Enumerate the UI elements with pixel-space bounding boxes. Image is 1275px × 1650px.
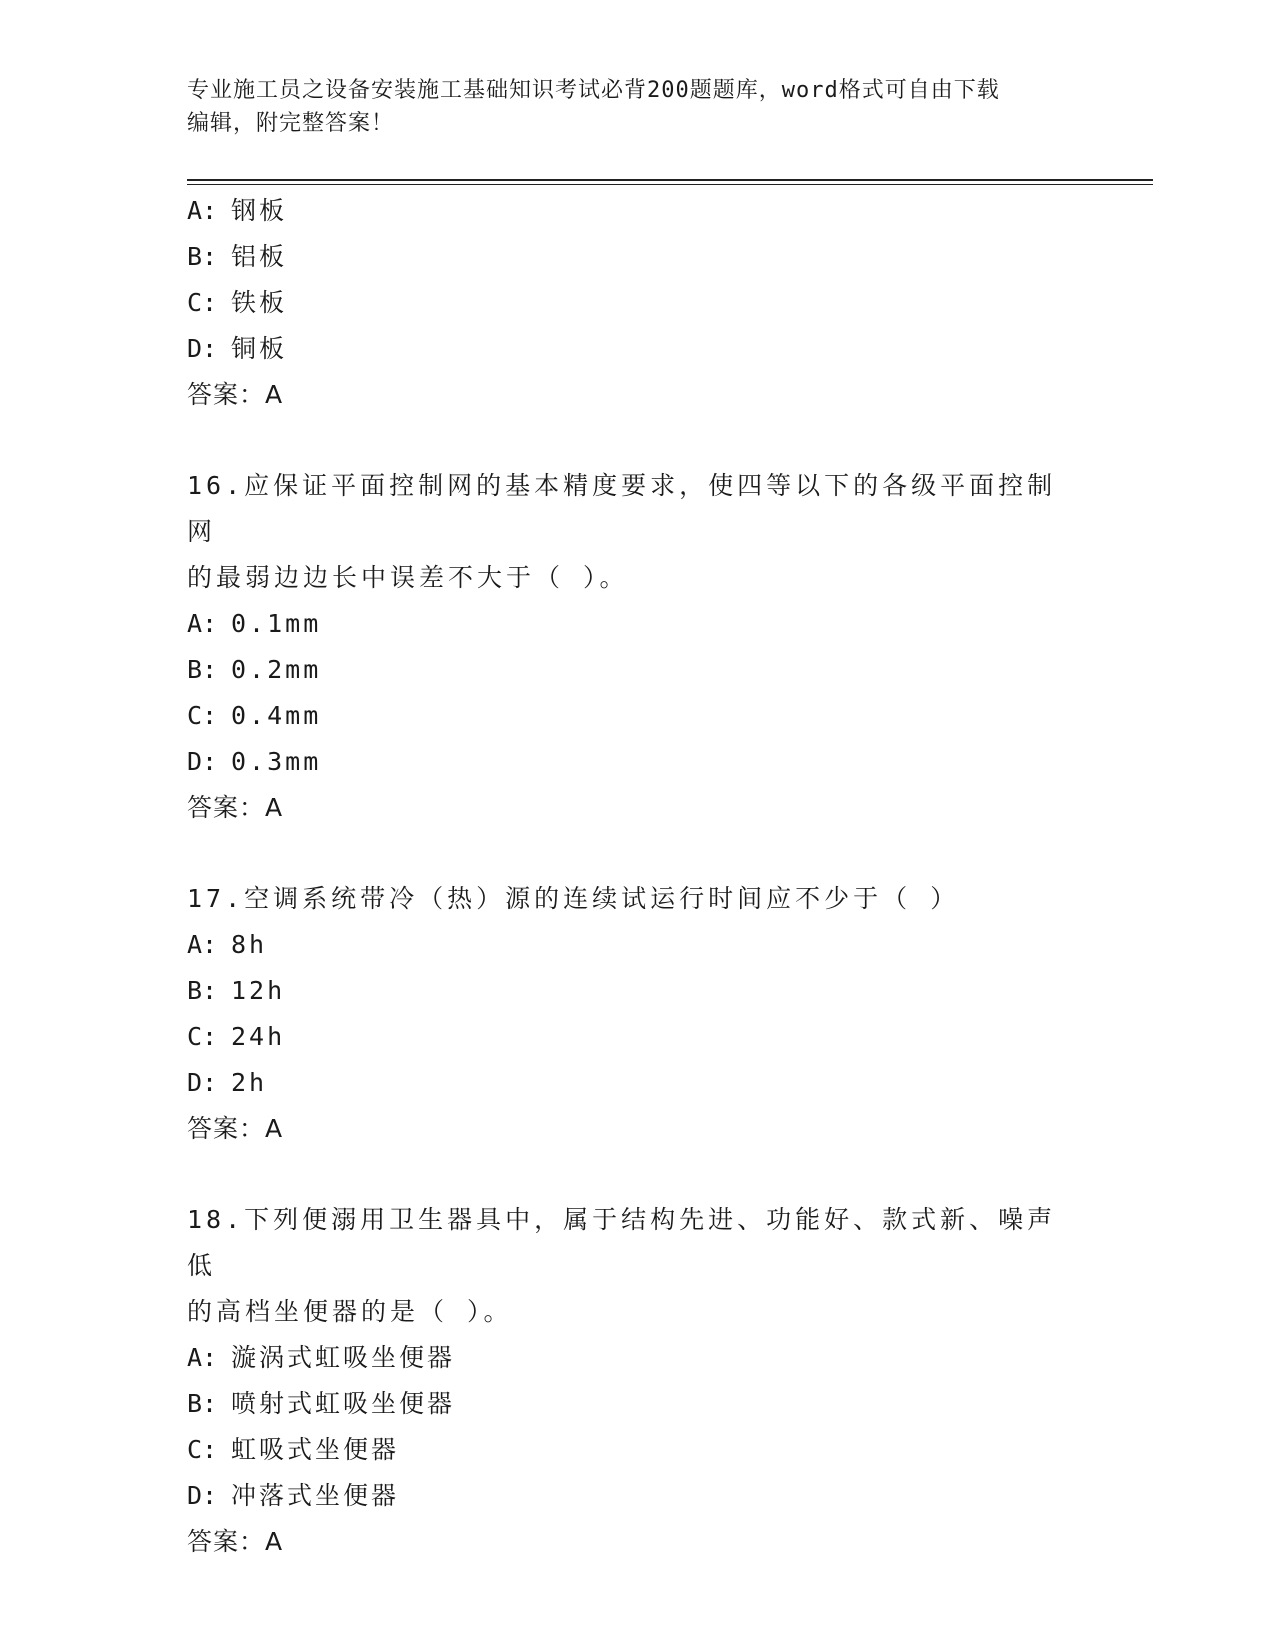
option-letter: B: [187,1389,218,1418]
option-letter: D: [187,334,218,363]
option-letter: C: [187,288,218,317]
option-text: 24h [231,1022,286,1051]
option-letter: B: [187,976,218,1005]
option-text: 钢板 [231,196,288,225]
question-stem [187,463,1077,601]
header-line-2: 编辑，附完整答案！ [187,111,395,136]
option-d [187,326,1087,372]
header-divider-thin [187,184,1153,185]
option-letter: B: [187,242,218,271]
option-text: 8h [231,930,268,959]
option-c [187,693,1087,739]
option-text: 铜板 [231,334,288,363]
option-text: 12h [231,976,286,1005]
question-17 [187,876,1087,1152]
question-stem [187,876,1077,922]
option-text: 虹吸式坐便器 [231,1435,400,1464]
option-text: 喷射式虹吸坐便器 [231,1389,456,1418]
option-text: 0.3mm [231,747,322,776]
option-c [187,280,1087,326]
option-text: 铝板 [231,242,288,271]
question-list [187,188,1087,1565]
option-letter: D: [187,1481,218,1510]
document-header [187,74,1077,140]
question-stem-line-2: 的最弱边边长中误差不大于（ ）。 [187,563,629,592]
option-text: 漩涡式虹吸坐便器 [231,1343,456,1372]
option-letter: A: [187,930,218,959]
option-letter: A: [187,1343,218,1372]
option-letter: D: [187,747,218,776]
option-a [187,601,1087,647]
option-a [187,1335,1087,1381]
option-d [187,1473,1087,1519]
option-letter: A: [187,196,218,225]
question-18 [187,1197,1087,1565]
question-stem-line-2: 的高档坐便器的是（ ）。 [187,1297,513,1326]
option-text: 铁板 [231,288,288,317]
question-15 [187,188,1087,418]
option-letter: A: [187,609,218,638]
option-text: 冲落式坐便器 [231,1481,400,1510]
option-letter: C: [187,1435,218,1464]
question-stem [187,1197,1077,1335]
header-divider-thick [187,179,1153,181]
option-text: 2h [231,1068,268,1097]
option-letter: D: [187,1068,218,1097]
option-b [187,1381,1087,1427]
option-letter: B: [187,655,218,684]
answer-line: 答案：A [187,793,284,822]
option-a [187,922,1087,968]
question-stem-line-1: 18.下列便溺用卫生器具中，属于结构先进、功能好、款式新、噪声低 [187,1205,1057,1280]
option-d [187,739,1087,785]
question-stem-line-1: 16.应保证平面控制网的基本精度要求，使四等以下的各级平面控制网 [187,471,1057,546]
answer-line: 答案：A [187,1114,284,1143]
answer-line: 答案：A [187,380,284,409]
option-text: 0.1mm [231,609,322,638]
option-c [187,1427,1087,1473]
option-c [187,1014,1087,1060]
option-letter: C: [187,1022,218,1051]
option-b [187,647,1087,693]
option-d [187,1060,1087,1106]
answer-line: 答案：A [187,1527,284,1556]
option-text: 0.4mm [231,701,322,730]
option-letter: C: [187,701,218,730]
option-a [187,188,1087,234]
header-line-1: 专业施工员之设备安装施工基础知识考试必背200题题库，word格式可自由下载 [187,78,1000,103]
question-stem-line-1: 17.空调系统带冷（热）源的连续试运行时间应不少于（ ） [187,884,960,913]
option-text: 0.2mm [231,655,322,684]
option-b [187,968,1087,1014]
question-16 [187,463,1087,831]
option-b [187,234,1087,280]
